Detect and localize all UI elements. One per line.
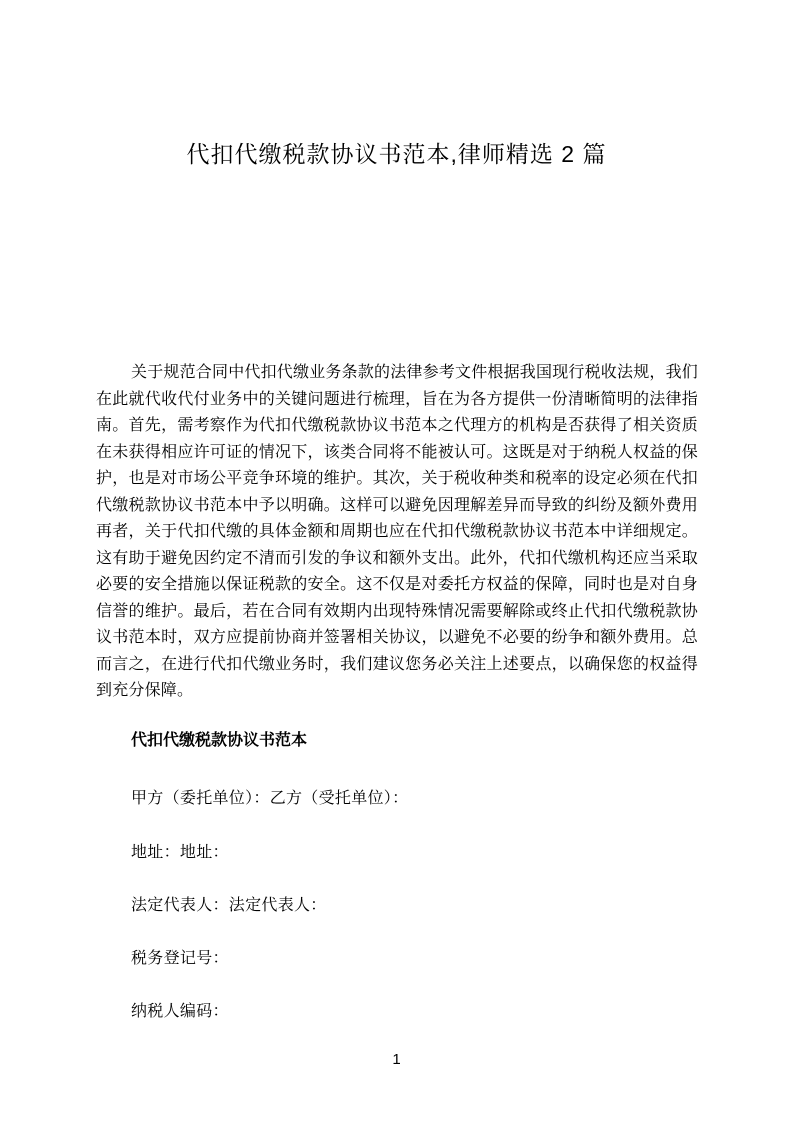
detail-line-address: 地址：地址： bbox=[131, 844, 229, 861]
page-number: 1 bbox=[392, 1051, 401, 1068]
detail-line-tax-registration-number: 税务登记号： bbox=[131, 950, 229, 967]
detail-line-parties: 甲方（委托单位）：乙方（受托单位）： bbox=[131, 790, 409, 807]
detail-line-taxpayer-code: 纳税人编码： bbox=[131, 1003, 229, 1020]
detail-line-legal-representative: 法定代表人：法定代表人： bbox=[131, 897, 327, 914]
section-heading: 代扣代缴税款协议书范本 bbox=[131, 732, 308, 749]
body-paragraph: 关于规范合同中代扣代缴业务条款的法律参考文件根据我国现行税收法规，我们在此就代收代付业务中的关键问题进行梳理，旨在为各方提供一份清晰简明的法律指南。首先，需考察作为代扣代缴税款协议书范本之代理方的机构是否获得了相关资质在未获得相应许可证的情况下，该类合同将不能被认可。这既是对于纳税人权益的保护，也是对市场公平竞争环境的维护。其次，关于税收种类和税率的设定必须在代扣代缴税款协议书范本中予以明确。这样可以避免因理解差异而导致的纠纷及额外费用再者，关于代扣代缴的具体金额和周期也应在代扣代缴税款协议书范本中详细规定。这有助于避免因约定不清而引发的争议和额外支出。此外，代扣代缴机构还应当采取必要的安全措施以保证税款的安全。这不仅是对委托方权益的保障，同时也是对自身信誉的维护。最后，若在合同有效期内出现特殊情况需要解除或终止代扣代缴税款协议书范本时，双方应提前协商并签署相关协议，以避免不必要的纷争和额外费用。总而言之，在进行代扣代缴业务时，我们建议您务必关注上述要点，以确保您的权益得到充分保障。 bbox=[96, 364, 699, 699]
document-title: 代扣代缴税款协议书范本,律师精选 2 篇 bbox=[186, 141, 607, 167]
